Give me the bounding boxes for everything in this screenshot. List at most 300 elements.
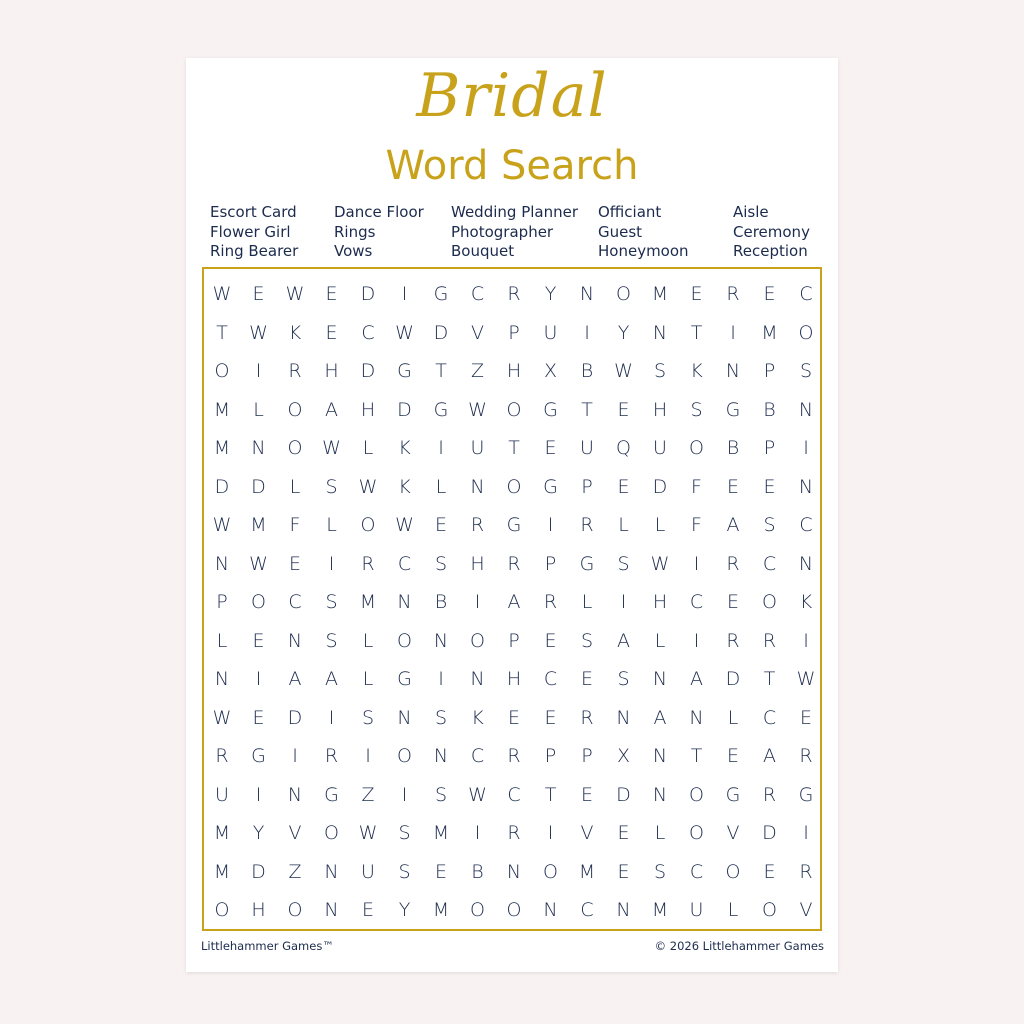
word-list-item: Escort Card — [210, 203, 297, 221]
grid-letter: N — [214, 668, 230, 690]
grid-letter: A — [325, 668, 338, 690]
grid-letter: L — [654, 514, 666, 536]
grid-letter: E — [763, 475, 776, 498]
grid-letter: R — [470, 514, 485, 536]
grid-letter: Y — [617, 321, 630, 344]
grid-letter: D — [360, 360, 376, 382]
word-list-item: Wedding Planner — [451, 203, 579, 221]
grid-letter: V — [288, 822, 302, 844]
grid-letter: E — [799, 706, 812, 729]
grid-letter: T — [763, 668, 776, 690]
grid-letter: L — [326, 514, 337, 536]
word-list-item: Photographer — [451, 222, 554, 241]
grid-letter: L — [216, 629, 228, 652]
grid-letter: B — [580, 360, 594, 382]
grid-letter: E — [252, 283, 265, 305]
grid-letter: I — [255, 783, 262, 806]
grid-letter: E — [763, 283, 776, 305]
grid-letter: H — [360, 398, 376, 421]
grid-letter: W — [249, 552, 268, 575]
grid-letter: C — [799, 283, 813, 305]
grid-letter: S — [325, 629, 338, 652]
grid-letter: N — [652, 783, 668, 806]
grid-letter: E — [763, 860, 776, 883]
grid-letter: L — [618, 514, 629, 536]
grid-letter: G — [433, 283, 449, 305]
grid-letter: L — [727, 899, 739, 921]
grid-letter: O — [397, 629, 412, 652]
grid-letter: N — [579, 283, 595, 305]
grid-letter: L — [654, 629, 666, 652]
grid-letter: E — [617, 475, 630, 498]
grid-letter: R — [507, 552, 521, 575]
grid-letter: W — [358, 475, 378, 498]
grid-letter: S — [361, 706, 375, 729]
grid-letter: H — [506, 668, 522, 690]
grid-letter: O — [324, 822, 339, 844]
grid-letter: I — [365, 745, 371, 767]
grid-letter: U — [653, 437, 667, 459]
grid-letter: R — [580, 706, 594, 729]
grid-letter: L — [727, 706, 739, 729]
grid-letter: M — [651, 899, 669, 921]
grid-letter: C — [689, 591, 704, 613]
word-list-item: Guest — [598, 222, 643, 241]
grid-row — [0, 507, 1024, 543]
grid-letter: P — [508, 321, 520, 344]
grid-letter: N — [652, 321, 668, 344]
word-list-column-2 — [334, 203, 424, 262]
grid-letter: N — [470, 668, 485, 690]
grid-letter: R — [507, 283, 521, 305]
grid-letter: K — [288, 321, 302, 344]
grid-letter: H — [652, 398, 668, 421]
grid-letter: O — [470, 629, 485, 652]
grid-row — [0, 777, 1024, 813]
grid-letter: A — [507, 591, 521, 613]
grid-letter: A — [653, 706, 667, 729]
grid-letter: I — [693, 629, 700, 652]
grid-letter: A — [288, 668, 302, 690]
grid-letter: W — [212, 514, 232, 536]
grid-letter: D — [762, 822, 777, 844]
grid-letter: E — [726, 475, 739, 498]
grid-letter: S — [434, 552, 448, 575]
grid-letter: I — [730, 321, 736, 344]
grid-letter: Y — [544, 283, 557, 305]
grid-row — [0, 623, 1024, 659]
grid-letter: C — [689, 860, 704, 883]
grid-letter: B — [471, 860, 484, 883]
grid-letter: H — [470, 552, 485, 575]
grid-letter: W — [614, 360, 633, 382]
grid-letter: V — [726, 822, 740, 844]
grid-row — [0, 815, 1024, 851]
title-main: Word Search — [385, 143, 639, 189]
word-list-item: Bouquet — [451, 242, 515, 260]
grid-letter: H — [251, 899, 266, 921]
grid-letter: K — [690, 360, 703, 382]
grid-letter: Z — [288, 860, 302, 883]
word-list-column-4 — [598, 203, 689, 262]
word-list-column-3 — [451, 203, 578, 262]
grid-letter: I — [474, 822, 481, 844]
grid-letter: G — [725, 783, 741, 806]
grid-letter: O — [616, 283, 631, 305]
grid-letter: O — [762, 899, 777, 921]
grid-letter: O — [397, 745, 412, 767]
grid-letter: L — [581, 591, 593, 613]
grid-letter: I — [328, 552, 335, 575]
grid-letter: R — [361, 552, 375, 575]
grid-letter: U — [215, 783, 229, 806]
grid-letter: E — [361, 899, 374, 921]
grid-letter: I — [803, 629, 809, 652]
grid-letter: U — [580, 437, 594, 459]
grid-letter: S — [434, 706, 448, 729]
grid-letter: I — [328, 706, 335, 729]
grid-letter: E — [544, 629, 557, 652]
grid-letter: R — [507, 822, 521, 844]
grid-letter: I — [693, 552, 700, 575]
word-list-item: Vows — [334, 242, 373, 260]
grid-letter: W — [285, 283, 305, 305]
word-list-item: Reception — [733, 242, 808, 260]
grid-letter: I — [474, 591, 481, 613]
grid-letter: V — [799, 899, 813, 921]
grid-letter: B — [726, 437, 740, 459]
grid-letter: O — [689, 437, 704, 459]
word-list-column-5 — [733, 203, 810, 262]
grid-letter: R — [762, 783, 777, 806]
grid-letter: Z — [361, 783, 375, 806]
grid-row — [0, 546, 1024, 582]
grid-letter: B — [763, 398, 776, 421]
grid-letter: L — [362, 629, 374, 652]
grid-letter: I — [584, 321, 590, 344]
grid-letter: C — [580, 899, 594, 921]
word-list-item: Aisle — [733, 203, 769, 221]
grid-letter: E — [252, 629, 265, 652]
grid-letter: N — [506, 860, 522, 883]
grid-letter: R — [799, 860, 813, 883]
grid-letter: N — [689, 706, 704, 729]
grid-letter: U — [361, 860, 375, 883]
grid-letter: D — [251, 475, 266, 498]
grid-letter: W — [212, 706, 232, 729]
grid-letter: A — [763, 745, 776, 767]
grid-letter: N — [725, 360, 741, 382]
word-list-item: Ring Bearer — [210, 242, 299, 260]
grid-letter: F — [691, 514, 702, 536]
grid-letter: D — [360, 283, 376, 305]
grid-letter: A — [690, 668, 703, 690]
grid-letter: G — [397, 360, 412, 382]
grid-letter: I — [255, 360, 262, 382]
grid-row — [0, 430, 1024, 466]
grid-letter: K — [398, 437, 411, 459]
grid-letter: I — [803, 822, 809, 844]
footer-brand: Littlehammer Games™ — [201, 939, 334, 953]
grid-letter: R — [726, 552, 740, 575]
word-list-item: Dance Floor — [334, 203, 424, 221]
word-list-item: Flower Girl — [210, 222, 291, 241]
grid-letter: O — [287, 899, 303, 921]
grid-letter: R — [543, 591, 558, 613]
grid-letter: O — [798, 321, 814, 344]
grid-letter: S — [617, 552, 630, 575]
grid-letter: E — [617, 860, 630, 883]
grid-letter: T — [435, 360, 447, 382]
grid-letter: X — [616, 745, 631, 767]
grid-letter: W — [395, 514, 414, 536]
grid-letter: I — [401, 783, 408, 806]
grid-letter: R — [726, 283, 740, 305]
grid-letter: S — [398, 822, 411, 844]
grid-letter: P — [544, 745, 557, 767]
grid-letter: C — [288, 591, 302, 613]
grid-row — [0, 353, 1024, 389]
grid-letter: D — [214, 475, 230, 498]
grid-letter: G — [506, 514, 522, 536]
grid-letter: O — [689, 783, 704, 806]
grid-letter: S — [398, 860, 411, 883]
grid-letter: N — [397, 706, 412, 729]
grid-letter: W — [322, 437, 341, 459]
grid-letter: N — [798, 552, 814, 575]
grid-row — [0, 661, 1024, 697]
grid-letter: O — [251, 591, 266, 613]
grid-letter: Z — [470, 360, 485, 382]
grid-letter: D — [616, 783, 631, 806]
grid-letter: L — [253, 398, 264, 421]
footer-copyright: © 2026 Littlehammer Games — [654, 939, 824, 953]
grid-letter: D — [287, 706, 303, 729]
grid-letter: M — [432, 822, 450, 844]
grid-letter: K — [799, 591, 813, 613]
grid-letter: L — [362, 437, 374, 459]
grid-letter: E — [325, 321, 338, 344]
grid-letter: W — [468, 398, 487, 421]
word-list-column-1 — [210, 203, 298, 262]
grid-letter: R — [507, 745, 521, 767]
grid-letter: I — [547, 822, 554, 844]
grid-letter: S — [580, 629, 594, 652]
grid-letter: L — [362, 668, 374, 690]
grid-letter: Y — [252, 822, 265, 844]
grid-letter: C — [470, 745, 485, 767]
grid-letter: A — [325, 398, 338, 421]
grid-letter: N — [397, 591, 412, 613]
grid-letter: N — [616, 706, 631, 729]
grid-letter: W — [650, 552, 670, 575]
grid-letter: R — [580, 514, 594, 536]
grid-letter: R — [799, 745, 813, 767]
grid-letter: O — [287, 398, 303, 421]
grid-letter: O — [506, 899, 522, 921]
grid-letter: N — [652, 668, 668, 690]
grid-letter: R — [215, 745, 229, 767]
grid-letter: O — [360, 514, 376, 536]
grid-letter: O — [214, 899, 230, 921]
grid-letter: O — [725, 860, 741, 883]
grid-letter: P — [544, 552, 557, 575]
grid-letter: E — [580, 783, 593, 806]
grid-letter: P — [581, 475, 593, 498]
grid-row — [0, 276, 1024, 312]
grid-row — [0, 392, 1024, 428]
grid-letter: E — [580, 668, 593, 690]
grid-letter: P — [216, 591, 228, 613]
grid-letter: C — [361, 321, 375, 344]
grid-letter: M — [213, 398, 231, 421]
grid-letter: G — [324, 783, 339, 806]
grid-letter: T — [690, 745, 703, 767]
grid-letter: H — [324, 360, 339, 382]
grid-letter: O — [506, 475, 522, 498]
grid-letter: M — [359, 591, 377, 613]
grid-letter: W — [249, 321, 268, 344]
grid-letter: S — [325, 591, 338, 613]
grid-letter: O — [506, 398, 522, 421]
grid-letter: T — [690, 321, 703, 344]
grid-row — [0, 584, 1024, 620]
grid-letter: C — [799, 514, 813, 536]
grid-row — [0, 738, 1024, 774]
grid-letter: S — [434, 783, 448, 806]
grid-letter: I — [438, 437, 444, 459]
grid-letter: E — [434, 514, 447, 536]
grid-letter: G — [543, 398, 558, 421]
grid-letter: N — [470, 475, 485, 498]
grid-letter: M — [213, 437, 231, 459]
grid-letter: S — [799, 360, 813, 382]
grid-letter: D — [251, 860, 266, 883]
grid-letter: E — [544, 706, 557, 729]
grid-letter: C — [507, 783, 521, 806]
grid-letter: N — [652, 745, 668, 767]
grid-letter: E — [544, 437, 557, 459]
grid-letter: O — [470, 899, 485, 921]
title-script: Bridal — [416, 61, 608, 131]
grid-letter: A — [617, 629, 630, 652]
grid-letter: V — [580, 822, 594, 844]
grid-letter: O — [762, 591, 777, 613]
grid-letter: N — [287, 629, 303, 652]
grid-letter: F — [289, 514, 301, 536]
grid-letter: I — [803, 437, 809, 459]
grid-letter: Y — [398, 899, 411, 921]
word-list-item: Rings — [334, 222, 376, 241]
grid-letter: O — [287, 437, 303, 459]
grid-letter: I — [401, 283, 408, 305]
grid-letter: W — [395, 321, 414, 344]
grid-letter: C — [397, 552, 412, 575]
grid-letter: I — [438, 668, 444, 690]
grid-letter: G — [798, 783, 814, 806]
grid-letter: N — [433, 629, 449, 652]
grid-letter: P — [581, 745, 593, 767]
grid-letter: R — [324, 745, 339, 767]
grid-letter: M — [432, 899, 450, 921]
grid-letter: S — [653, 860, 667, 883]
grid-letter: S — [763, 514, 776, 536]
grid-letter: L — [435, 475, 447, 498]
grid-row — [0, 892, 1024, 928]
grid-letter: W — [468, 783, 487, 806]
grid-letter: N — [433, 745, 449, 767]
grid-letter: N — [214, 552, 230, 575]
grid-letter: G — [397, 668, 412, 690]
grid-letter: G — [433, 398, 449, 421]
grid-letter: E — [617, 822, 630, 844]
grid-letter: V — [471, 321, 484, 344]
grid-letter: O — [689, 822, 704, 844]
grid-letter: I — [620, 591, 627, 613]
grid-letter: G — [251, 745, 266, 767]
grid-letter: N — [324, 899, 339, 921]
grid-letter: D — [433, 321, 449, 344]
grid-letter: T — [508, 437, 520, 459]
grid-letter: E — [690, 283, 703, 305]
grid-letter: A — [726, 514, 740, 536]
word-list-item: Honeymoon — [598, 242, 689, 260]
grid-letter: L — [654, 822, 666, 844]
word-list-item: Officiant — [598, 203, 662, 221]
grid-letter: C — [762, 552, 777, 575]
grid-letter: W — [212, 283, 232, 305]
grid-letter: K — [471, 706, 484, 729]
grid-letter: E — [726, 745, 739, 767]
grid-letter: G — [543, 475, 558, 498]
grid-letter: E — [288, 552, 301, 575]
grid-letter: N — [287, 783, 303, 806]
grid-letter: I — [292, 745, 298, 767]
word-list-item: Ceremony — [733, 222, 810, 241]
grid-letter: P — [508, 629, 520, 652]
grid-letter: R — [762, 629, 777, 652]
grid-letter: C — [762, 706, 777, 729]
grid-letter: B — [434, 591, 448, 613]
grid-letter: O — [543, 860, 558, 883]
grid-letter: O — [214, 360, 230, 382]
grid-letter: M — [250, 514, 267, 536]
grid-letter: G — [725, 398, 741, 421]
grid-row — [0, 700, 1024, 736]
grid-letter: D — [652, 475, 668, 498]
grid-letter: N — [798, 398, 814, 421]
grid-letter: I — [255, 668, 262, 690]
grid-letter: D — [397, 398, 412, 421]
grid-letter: C — [470, 283, 485, 305]
grid-letter: G — [579, 552, 595, 575]
grid-letter: E — [617, 398, 630, 421]
grid-letter: Q — [616, 437, 631, 459]
grid-letter: N — [543, 899, 558, 921]
grid-letter: S — [690, 398, 703, 421]
grid-letter: M — [761, 321, 778, 344]
grid-letter: T — [581, 398, 593, 421]
grid-letter: E — [325, 283, 338, 305]
grid-letter: S — [653, 360, 667, 382]
grid-letter: E — [726, 591, 739, 613]
grid-letter: W — [796, 668, 816, 690]
grid-letter: F — [691, 475, 702, 498]
grid-row — [0, 315, 1024, 351]
grid-letter: H — [652, 591, 668, 613]
grid-letter: P — [763, 437, 776, 459]
grid-letter: S — [325, 475, 338, 498]
